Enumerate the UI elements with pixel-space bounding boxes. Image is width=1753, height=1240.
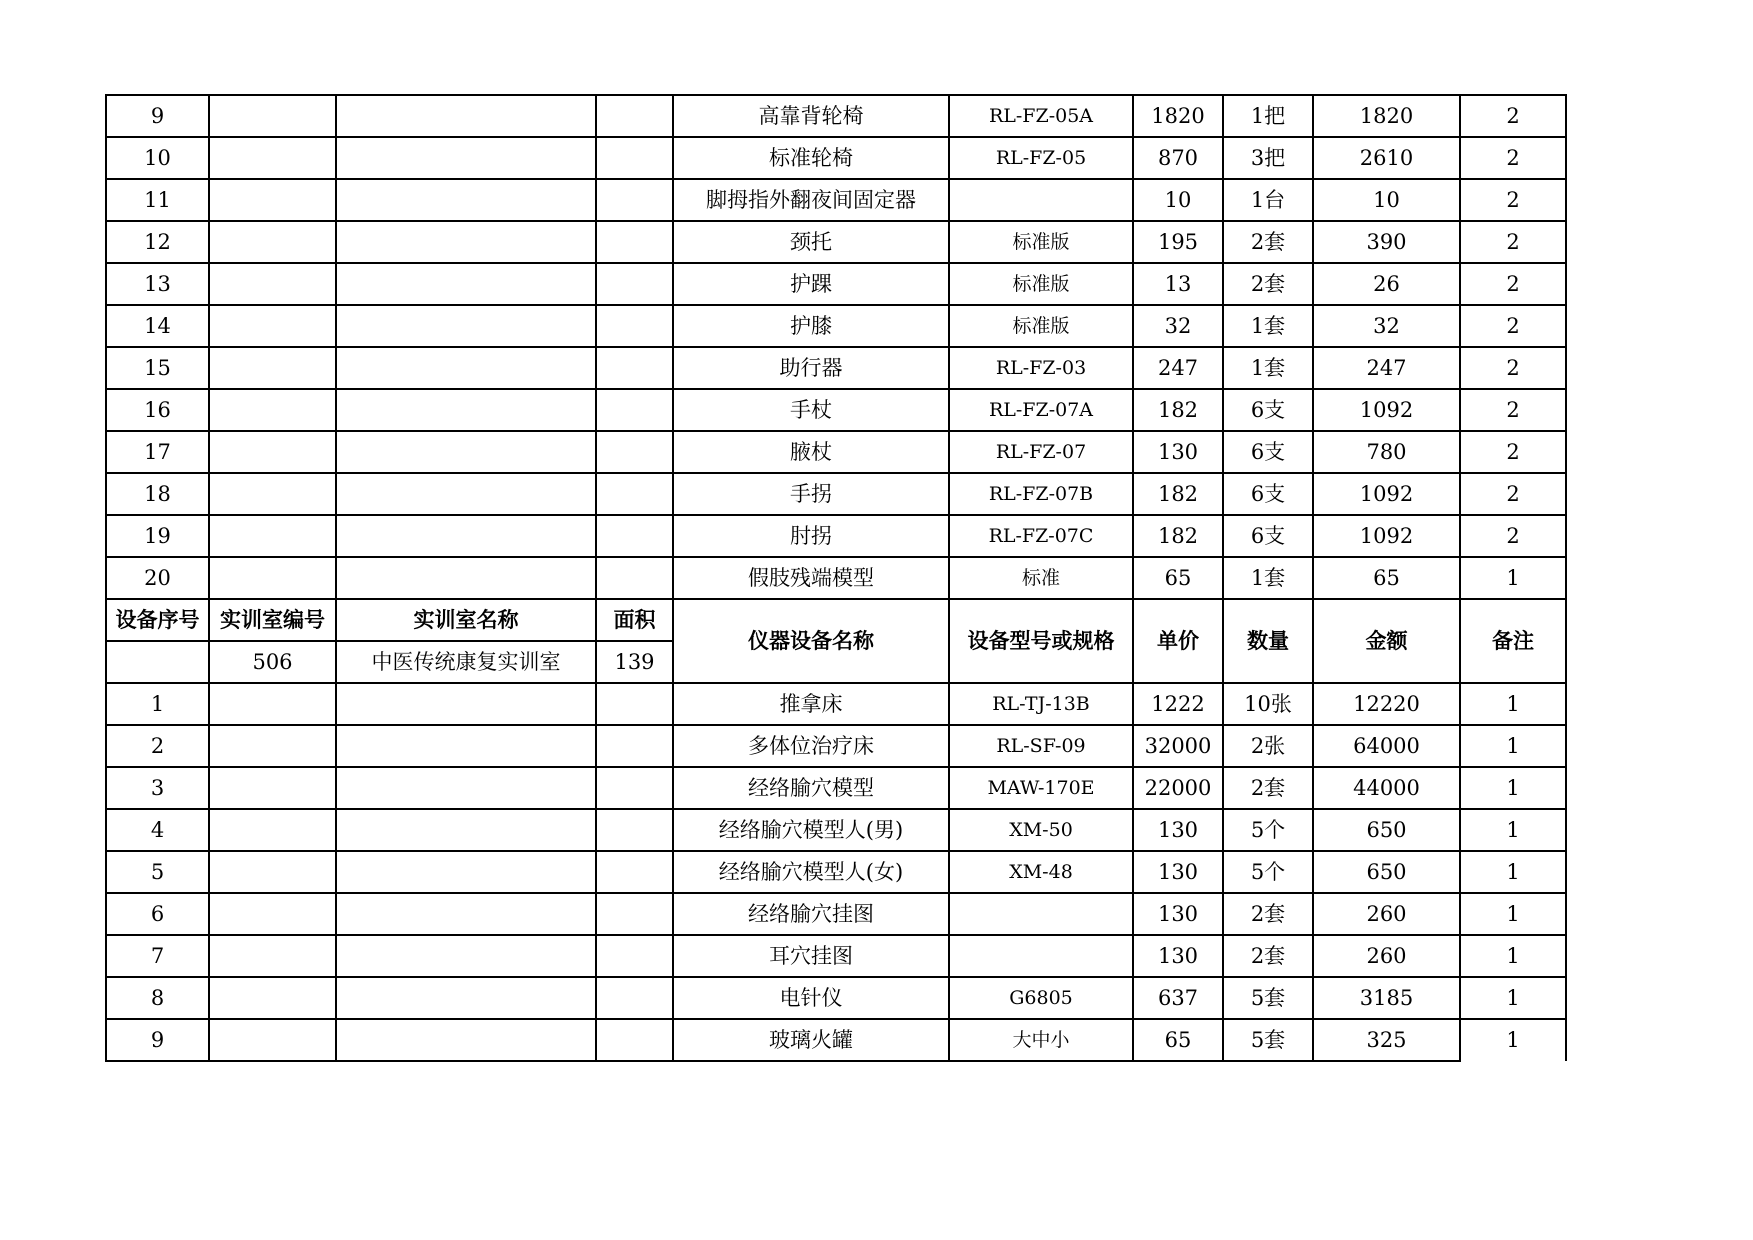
room-code-cell: [209, 809, 336, 851]
model-cell: RL-TJ-13B: [949, 683, 1133, 725]
device-name-cell: 经络腧穴模型人(女): [673, 851, 949, 893]
room-code: 506: [209, 641, 336, 683]
model-cell: 标准版: [949, 263, 1133, 305]
price-cell: 130: [1133, 935, 1223, 977]
room-name-cell: [336, 431, 596, 473]
device-name-cell: 假肢残端模型: [673, 557, 949, 599]
device-name-cell: 经络腧穴挂图: [673, 893, 949, 935]
table-row: [106, 305, 1566, 347]
seq-cell: 15: [106, 347, 209, 389]
note-cell: 1: [1460, 767, 1566, 809]
area-cell: [596, 935, 673, 977]
seq-cell: 16: [106, 389, 209, 431]
qty-cell: 6支: [1223, 473, 1313, 515]
qty-cell: 1套: [1223, 305, 1313, 347]
area-cell: [596, 557, 673, 599]
qty-cell: 6支: [1223, 389, 1313, 431]
device-name-cell: 护踝: [673, 263, 949, 305]
seq-cell: 7: [106, 935, 209, 977]
device-name-cell: 推拿床: [673, 683, 949, 725]
table-row: [106, 851, 1566, 893]
price-cell: 10: [1133, 179, 1223, 221]
qty-cell: 1台: [1223, 179, 1313, 221]
room-name-cell: [336, 179, 596, 221]
amount-cell: 32: [1313, 305, 1460, 347]
note-cell: 1: [1460, 935, 1566, 977]
price-cell: 247: [1133, 347, 1223, 389]
table-row: [106, 179, 1566, 221]
price-cell: 1222: [1133, 683, 1223, 725]
seq-cell: 9: [106, 1019, 209, 1061]
amount-cell: 12220: [1313, 683, 1460, 725]
area-cell: [596, 347, 673, 389]
room-name-cell: [336, 767, 596, 809]
price-cell: 870: [1133, 137, 1223, 179]
room-code-cell: [209, 389, 336, 431]
area-cell: [596, 431, 673, 473]
header-area: 面积: [596, 599, 673, 641]
seq-cell: 1: [106, 683, 209, 725]
note-cell: 2: [1460, 389, 1566, 431]
header-qty: 数量: [1223, 599, 1313, 683]
table-row: [106, 683, 1566, 725]
qty-cell: 1把: [1223, 95, 1313, 137]
model-cell: [949, 893, 1133, 935]
header-model: 设备型号或规格: [949, 599, 1133, 683]
room-code-cell: [209, 263, 336, 305]
table-row: [106, 767, 1566, 809]
amount-cell: 650: [1313, 851, 1460, 893]
qty-cell: 1套: [1223, 347, 1313, 389]
room-code-cell: [209, 557, 336, 599]
model-cell: RL-FZ-07: [949, 431, 1133, 473]
area-cell: [596, 179, 673, 221]
table-row: [106, 515, 1566, 557]
room-name-cell: [336, 95, 596, 137]
device-name-cell: 腋杖: [673, 431, 949, 473]
device-name-cell: 护膝: [673, 305, 949, 347]
header-room-name: 实训室名称: [336, 599, 596, 641]
room-name-cell: [336, 725, 596, 767]
area-cell: [596, 221, 673, 263]
price-cell: 32: [1133, 305, 1223, 347]
header-note: 备注: [1460, 599, 1566, 683]
note-cell: 1: [1460, 809, 1566, 851]
room-area: 139: [596, 641, 673, 683]
qty-cell: 2套: [1223, 935, 1313, 977]
room-code-cell: [209, 851, 336, 893]
area-cell: [596, 515, 673, 557]
price-cell: 182: [1133, 389, 1223, 431]
note-cell: 1: [1460, 1019, 1566, 1061]
price-cell: 1820: [1133, 95, 1223, 137]
model-cell: 标准版: [949, 305, 1133, 347]
note-cell: 1: [1460, 977, 1566, 1019]
price-cell: 182: [1133, 515, 1223, 557]
room-name: 中医传统康复实训室: [336, 641, 596, 683]
area-cell: [596, 977, 673, 1019]
amount-cell: 1092: [1313, 473, 1460, 515]
amount-cell: 247: [1313, 347, 1460, 389]
device-name-cell: 手杖: [673, 389, 949, 431]
note-cell: 2: [1460, 473, 1566, 515]
note-cell: 1: [1460, 725, 1566, 767]
qty-cell: 5个: [1223, 809, 1313, 851]
area-cell: [596, 851, 673, 893]
area-cell: [596, 473, 673, 515]
room-code-cell: [209, 893, 336, 935]
model-cell: XM-48: [949, 851, 1133, 893]
equipment-table: [105, 94, 1567, 1062]
header-room-code: 实训室编号: [209, 599, 336, 641]
model-cell: RL-FZ-07B: [949, 473, 1133, 515]
group-b-rows: [106, 683, 1566, 1061]
amount-cell: 780: [1313, 431, 1460, 473]
area-cell: [596, 1019, 673, 1061]
price-cell: 195: [1133, 221, 1223, 263]
note-cell: 1: [1460, 851, 1566, 893]
seq-cell: 14: [106, 305, 209, 347]
model-cell: [949, 935, 1133, 977]
header-amount: 金额: [1313, 599, 1460, 683]
area-cell: [596, 767, 673, 809]
model-cell: 大中小: [949, 1019, 1133, 1061]
device-name-cell: 颈托: [673, 221, 949, 263]
room-name-cell: [336, 935, 596, 977]
device-name-cell: 助行器: [673, 347, 949, 389]
model-cell: 标准: [949, 557, 1133, 599]
price-cell: 130: [1133, 893, 1223, 935]
room-code-cell: [209, 137, 336, 179]
model-cell: RL-FZ-07A: [949, 389, 1133, 431]
model-cell: G6805: [949, 977, 1133, 1019]
seq-cell: 17: [106, 431, 209, 473]
room-name-cell: [336, 305, 596, 347]
room-name-cell: [336, 851, 596, 893]
table-row: [106, 221, 1566, 263]
room-code-cell: [209, 725, 336, 767]
table-row: [106, 977, 1566, 1019]
room-code-cell: [209, 95, 336, 137]
note-cell: 1: [1460, 893, 1566, 935]
amount-cell: 260: [1313, 935, 1460, 977]
qty-cell: 3把: [1223, 137, 1313, 179]
model-cell: RL-SF-09: [949, 725, 1133, 767]
room-code-cell: [209, 767, 336, 809]
price-cell: 182: [1133, 473, 1223, 515]
table-row: [106, 473, 1566, 515]
device-name-cell: 肘拐: [673, 515, 949, 557]
qty-cell: 5个: [1223, 851, 1313, 893]
header-device-name: 仪器设备名称: [673, 599, 949, 683]
device-name-cell: 高靠背轮椅: [673, 95, 949, 137]
room-code-cell: [209, 935, 336, 977]
device-name-cell: 经络腧穴模型: [673, 767, 949, 809]
note-cell: 1: [1460, 683, 1566, 725]
amount-cell: 2610: [1313, 137, 1460, 179]
seq-cell: 3: [106, 767, 209, 809]
room-code-cell: [209, 221, 336, 263]
room-name-cell: [336, 809, 596, 851]
amount-cell: 1820: [1313, 95, 1460, 137]
qty-cell: 2张: [1223, 725, 1313, 767]
amount-cell: 1092: [1313, 389, 1460, 431]
qty-cell: 5套: [1223, 977, 1313, 1019]
table-row: [106, 263, 1566, 305]
table-row: [106, 95, 1566, 137]
model-cell: MAW-170E: [949, 767, 1133, 809]
header-price: 单价: [1133, 599, 1223, 683]
amount-cell: 650: [1313, 809, 1460, 851]
room-name-cell: [336, 473, 596, 515]
price-cell: 130: [1133, 809, 1223, 851]
seq-cell: 12: [106, 221, 209, 263]
note-cell: 2: [1460, 95, 1566, 137]
amount-cell: 65: [1313, 557, 1460, 599]
note-cell: 2: [1460, 305, 1566, 347]
header-row: [106, 599, 1566, 641]
room-code-cell: [209, 515, 336, 557]
model-cell: XM-50: [949, 809, 1133, 851]
table-row: [106, 893, 1566, 935]
table-row: [106, 935, 1566, 977]
amount-cell: 26: [1313, 263, 1460, 305]
amount-cell: 64000: [1313, 725, 1460, 767]
note-cell: 1: [1460, 557, 1566, 599]
table-row: [106, 1019, 1566, 1061]
price-cell: 22000: [1133, 767, 1223, 809]
amount-cell: 260: [1313, 893, 1460, 935]
qty-cell: 10张: [1223, 683, 1313, 725]
device-name-cell: 脚拇指外翻夜间固定器: [673, 179, 949, 221]
room-name-cell: [336, 263, 596, 305]
table-row: [106, 809, 1566, 851]
qty-cell: 6支: [1223, 515, 1313, 557]
model-cell: RL-FZ-05A: [949, 95, 1133, 137]
room-name-cell: [336, 977, 596, 1019]
room-code-cell: [209, 305, 336, 347]
area-cell: [596, 809, 673, 851]
note-cell: 2: [1460, 137, 1566, 179]
qty-cell: 1套: [1223, 557, 1313, 599]
price-cell: 637: [1133, 977, 1223, 1019]
note-cell: 2: [1460, 431, 1566, 473]
seq-cell: 19: [106, 515, 209, 557]
seq-cell: 9: [106, 95, 209, 137]
price-cell: 32000: [1133, 725, 1223, 767]
amount-cell: 390: [1313, 221, 1460, 263]
area-cell: [596, 683, 673, 725]
seq-cell: 8: [106, 977, 209, 1019]
room-code-cell: [209, 1019, 336, 1061]
header-block: [106, 599, 1566, 683]
room-name-cell: [336, 347, 596, 389]
area-cell: [596, 389, 673, 431]
room-seq-cell: [106, 641, 209, 683]
room-name-cell: [336, 893, 596, 935]
room-name-cell: [336, 389, 596, 431]
area-cell: [596, 305, 673, 347]
table-row: [106, 389, 1566, 431]
model-cell: [949, 179, 1133, 221]
note-cell: 2: [1460, 263, 1566, 305]
device-name-cell: 多体位治疗床: [673, 725, 949, 767]
device-name-cell: 玻璃火罐: [673, 1019, 949, 1061]
device-name-cell: 手拐: [673, 473, 949, 515]
seq-cell: 2: [106, 725, 209, 767]
room-code-cell: [209, 683, 336, 725]
price-cell: 13: [1133, 263, 1223, 305]
device-name-cell: 电针仪: [673, 977, 949, 1019]
table-row: [106, 347, 1566, 389]
room-name-cell: [336, 137, 596, 179]
room-name-cell: [336, 557, 596, 599]
note-cell: 2: [1460, 515, 1566, 557]
room-code-cell: [209, 179, 336, 221]
price-cell: 130: [1133, 431, 1223, 473]
room-name-cell: [336, 515, 596, 557]
area-cell: [596, 725, 673, 767]
device-name-cell: 标准轮椅: [673, 137, 949, 179]
room-code-cell: [209, 347, 336, 389]
amount-cell: 325: [1313, 1019, 1460, 1061]
amount-cell: 44000: [1313, 767, 1460, 809]
area-cell: [596, 95, 673, 137]
group-a-rows: [106, 95, 1566, 599]
device-name-cell: 经络腧穴模型人(男): [673, 809, 949, 851]
amount-cell: 1092: [1313, 515, 1460, 557]
area-cell: [596, 137, 673, 179]
room-code-cell: [209, 431, 336, 473]
price-cell: 65: [1133, 1019, 1223, 1061]
note-cell: 2: [1460, 221, 1566, 263]
amount-cell: 3185: [1313, 977, 1460, 1019]
qty-cell: 2套: [1223, 767, 1313, 809]
qty-cell: 5套: [1223, 1019, 1313, 1061]
model-cell: RL-FZ-07C: [949, 515, 1133, 557]
room-name-cell: [336, 1019, 596, 1061]
price-cell: 130: [1133, 851, 1223, 893]
note-cell: 2: [1460, 347, 1566, 389]
room-name-cell: [336, 221, 596, 263]
room-code-cell: [209, 977, 336, 1019]
seq-cell: 11: [106, 179, 209, 221]
table-row: [106, 137, 1566, 179]
table-row: [106, 431, 1566, 473]
price-cell: 65: [1133, 557, 1223, 599]
seq-cell: 13: [106, 263, 209, 305]
qty-cell: 2套: [1223, 221, 1313, 263]
seq-cell: 6: [106, 893, 209, 935]
header-seq: 设备序号: [106, 599, 209, 641]
qty-cell: 2套: [1223, 893, 1313, 935]
device-name-cell: 耳穴挂图: [673, 935, 949, 977]
area-cell: [596, 893, 673, 935]
seq-cell: 18: [106, 473, 209, 515]
seq-cell: 20: [106, 557, 209, 599]
note-cell: 2: [1460, 179, 1566, 221]
seq-cell: 5: [106, 851, 209, 893]
room-name-cell: [336, 683, 596, 725]
model-cell: 标准版: [949, 221, 1133, 263]
qty-cell: 6支: [1223, 431, 1313, 473]
model-cell: RL-FZ-03: [949, 347, 1133, 389]
qty-cell: 2套: [1223, 263, 1313, 305]
table-row: [106, 557, 1566, 599]
room-code-cell: [209, 473, 336, 515]
seq-cell: 4: [106, 809, 209, 851]
model-cell: RL-FZ-05: [949, 137, 1133, 179]
amount-cell: 10: [1313, 179, 1460, 221]
area-cell: [596, 263, 673, 305]
seq-cell: 10: [106, 137, 209, 179]
table-row: [106, 725, 1566, 767]
